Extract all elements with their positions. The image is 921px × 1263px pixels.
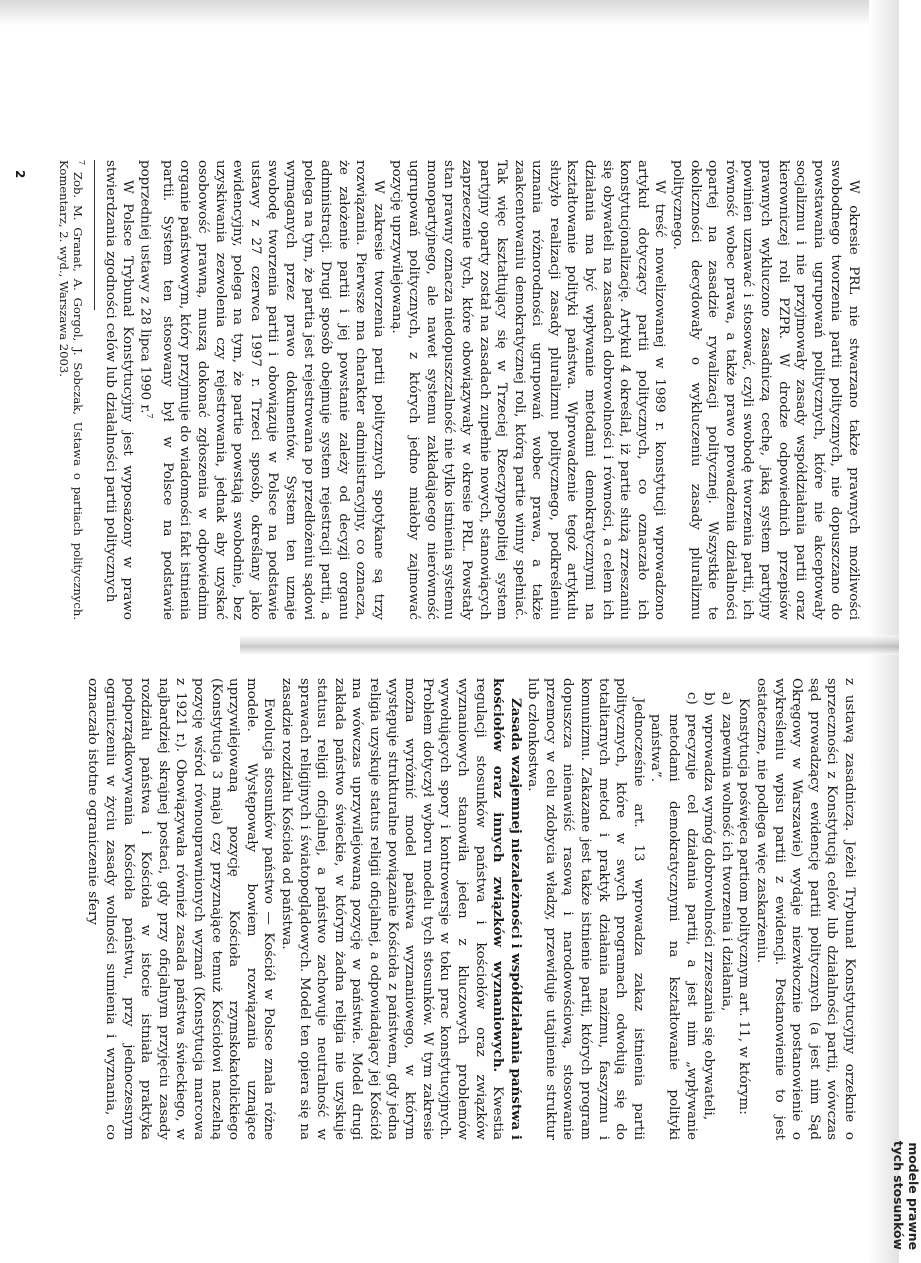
list-item: c) precyzuje cel działania partii, a jest nim „wpływanie metodami demokratycznymi na kształtowanie polityki państwa”. — [648, 692, 699, 1140]
margin-note-line-2: tych stosunków — [891, 1140, 906, 1250]
bottom-page — [84, 678, 858, 1140]
page-number: 2 — [13, 170, 27, 179]
top-page-body — [101, 160, 862, 620]
margin-note — [891, 1110, 921, 1250]
footnote-ref: 7 — [145, 413, 155, 419]
bottom-paragraph-2: Jednocześnie art. 13 wprowadza zakaz istnienia partii politycznych, które w swych programach odwołują się do totalitarnych metod i praktyk działania nazizmu, faszyzmu i komunizmu. Zakazane jest także istnienie partii, których program dopuszcza nienawiść rasową i narodowościową, stosowanie przemocy w celu zdobycia władzy, przewiduje utajnienie struktur lub członkostwa. — [525, 678, 646, 1140]
list-item: a) zapewnia wolność ich tworzenia i działania, — [718, 692, 734, 1012]
bottom-list-intro: Konstytucja poświęca partiom politycznym art. 11, w którym: — [736, 698, 752, 1115]
top-paragraph-2: W treść nowelizowanej w 1989 r. konstytucji wprowadzono artykuł dotyczący partii politycznych, co oznaczało ich konstytucjonalizację. Artykuł 4 określał, iż partie służą zrzeszaniu się obywateli na zasadach dobrowolności i równości, a celem ich działania ma być wpływanie metodami demokratycznymi na kształtowanie polityki państwa. Wprowadzenie tegoż artykułu służyło realizacji zasady pluralizmu politycznego, podkreśleniu uznania różnorodności ugrupowań wobec prawa, a także zaakcentowaniu demokratycznej roli, którą partie winny spełniać. Tak więc kształtujący się w Trzeciej Rzeczypospolitej system partyjny oparty został na zasadach zupełnie nowych, stanowiących zaprzeczenie tych, które obowiązywały w okresie PRL. Powstały stan prawny oznacza niedopuszczalność nie tylko istnienia systemu monopartyjnego, ale nawet systemu zakładającego nierówność ugrupowań politycznych, z których jedno miałoby zajmować pozycję uprzywilejowaną. — [388, 160, 668, 620]
top-paragraph-1: W okresie PRL nie stwarzano także prawnych możliwości swobodnego tworzenia partii politycznych, nie dopuszczano do powstawania ugrupowań politycznych, które nie akceptowały socjalizmu i nie przyjmowały zasady współdziałania partii oraz kierowniczej roli PZPR. W drodze odpowiednich przepisów prawnych wykluczono zasadniczą cechę, jaką system partyjny powinien uznawać i stosować, czyli swobodę tworzenia partii, ich równość wobec prawa, a także prawo prowadzenia działalności opartej na zasadzie rywalizacji politycznej. Wszystkie te okoliczności decydowały o wykluczeniu zasady pluralizmu politycznego. — [670, 160, 861, 620]
footnote-number: 7 — [77, 160, 86, 166]
article-11-list — [647, 678, 735, 1140]
top-paragraph-3: W zakresie tworzenia partii politycznych spotykane są trzy rozwiązania. Pierwsze ma charakter administracyjny, co oznacza, że założenie partii i jej powstanie zależy od decyzji organu administracji. Drugi sposób obejmuje system rejestracji partii, a polega na tym, że partia jest rejestrowana po przedłożeniu sądowi wymaganych przez prawo dokumentów. System ten uznaje swobodę tworzenia partii i obowiązuje w Polsce na podstawie ustawy z 27 czerwca 1997 r. Trzeci sposób, określany jako ewidencyjny, polega na tym, że partie powstają swobodnie, bez uzyskiwania zezwolenia czy rejestrowania, jednak aby uzyskać osobowość prawną, muszą dokonać zgłoszenia w odpowiednim organie państwowym, który przyjmuje do wiadomości fakt istnienia partii. System ten stosowany był w Polsce na podstawie poprzedniej ustawy z 28 lipca 1990 r.$^7$ — [137, 160, 386, 620]
scan-shadow-right — [869, 0, 899, 1263]
book-gutter — [240, 635, 899, 655]
bottom-paragraph-3: Zasada wzajemnej niezależności i współdziałania państwa i kościołów oraz innych związków wyznaniowych. Kwestia regulacji stosunków państwa i kościołów oraz związków wyznaniowych stanowiła jeden z kluczowych problemów wywołujących spory i kontrowersje w toku prac konstytucyjnych. Problem dotyczył wyboru modelu tych stosunków. W tym zakresie można wyróżnić model państwa wyznaniowego, w którym występuje strukturalne powiązanie Kościoła z państwem, gdy jedna religia uzyskuje status religii oficjalnej, a odpowiadający jej Kościół ma wówczas uprzywilejowaną pozycję w państwie. Model drugi zakłada państwo świeckie, w którym żadna religia nie uzyskuje statusu religii oficjalnej, a państwo zachowuje neutralność w sprawach religijnych i światopoglądowych. Model ten opiera się na zasadzie rozdziału Kościoła od państwa. — [279, 678, 524, 1140]
footnote-text: Zob. M. Granat, A. Gorgol, J. Sobczak, Ustawa o partiach politycznych. Komentarz, 2. wyd., Warszawa 2003. — [56, 160, 86, 620]
top-page — [56, 160, 862, 620]
footnote-rule — [94, 160, 95, 310]
margin-note-line-1: modele prawne — [906, 1142, 921, 1250]
list-item: b) wprowadza wymóg dobrowolności zrzeszania się obywateli, — [701, 692, 717, 1121]
top-paragraph-4: W Polsce Trybunał Konstytucyjny jest wyposażony w prawo stwierdzania zgodności celów lub działalności partii politycznych — [102, 160, 136, 620]
bottom-intro: z ustawą zasadniczą. Jeżeli Trybunał Konstytucyjny orzeknie o sprzeczności z Konstytucją celów lub działalności partii, wówczas sąd prowadzący ewidencję partii politycznych (a jest nim Sąd Okręgowy w Warszawie) wydaje niezwłocznie postanowienie o wykreśleniu wpisu partii z ewidencji. Postanowienie to jest ostateczne, nie podlega więc zaskarżeniu. — [754, 678, 857, 1140]
bottom-page-body — [84, 678, 858, 1140]
bottom-paragraph-4: Ewolucja stosunków państwo — Kościół w Polsce znała różne modele. Występowały bowiem rozwiązania uznające uprzywilejowaną pozycję Kościoła rzymskokatolickiego (Konstytucja 3 maja) czy przyznające temuż Kościołowi naczelną pozycję wśród równouprawnionych wyznań (Konstytucja marcowa z 1921 r.). Obowiązywała również zasada państwa świeckiego, w najbardziej skrajnej postaci, gdy przy oficjalnym przyjęciu zasady rozdziału państwa i Kościoła w istocie istniała praktyka podporządkowywania Kościoła państwu, przy jednoczesnym ograniczeniu w życiu zasady wolności sumienia i wyznania, co oznaczało istotne ograniczenie sfery — [85, 678, 277, 1140]
principle-heading: Zasada wzajemnej niezależności i współdziałania państwa i kościołów oraz innych związków wyznaniowych. — [490, 678, 524, 1140]
scan-shadow-top — [0, 0, 899, 26]
footnote — [56, 160, 88, 620]
